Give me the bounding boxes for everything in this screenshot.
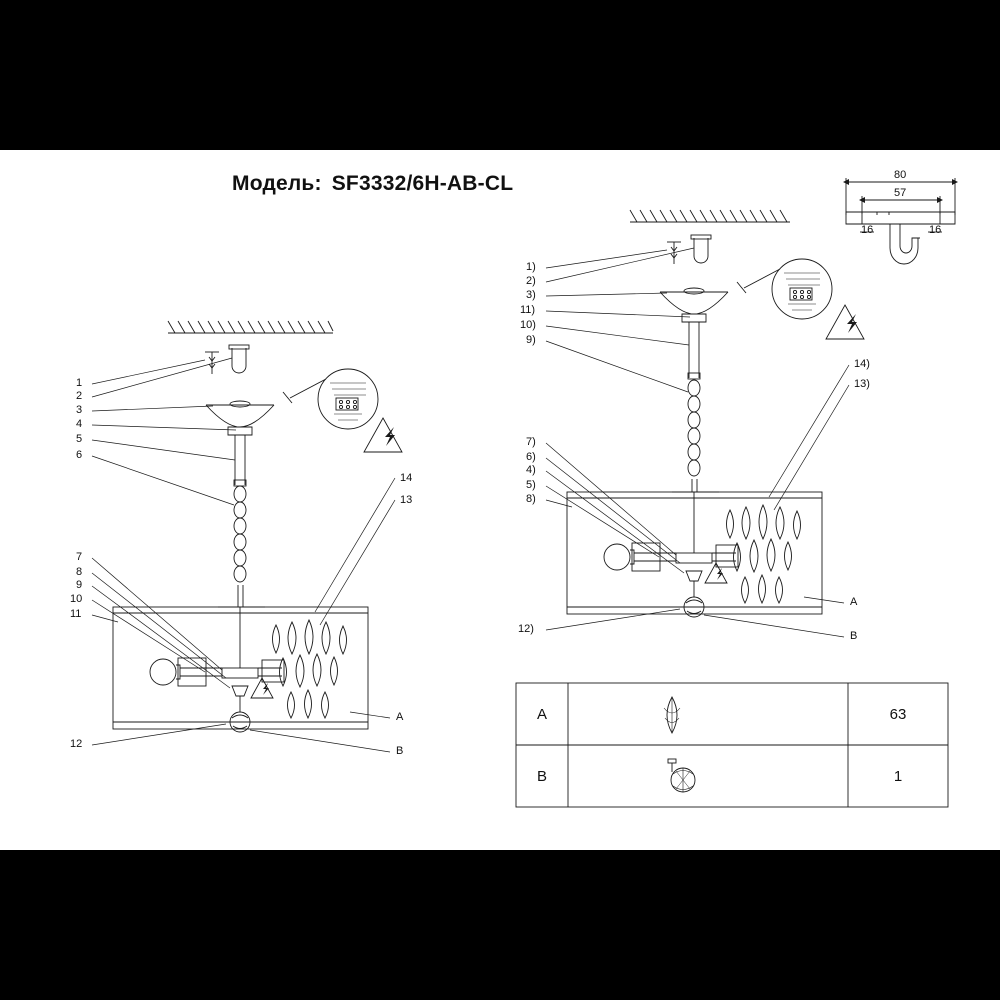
- callout-right-14: 14): [854, 358, 870, 370]
- callout-left-7: 7: [76, 551, 83, 563]
- right-wiring-detail-magnifier: [737, 259, 832, 319]
- callout-left-2: 2: [76, 390, 83, 402]
- callout-left-3: 3: [76, 404, 83, 416]
- callout-right-8: 8): [526, 493, 536, 505]
- bracket-dim-inner: 57: [894, 187, 907, 199]
- callout-right-6: 6): [526, 451, 536, 463]
- callout-left-6: 6: [76, 449, 83, 461]
- right-canopy: [660, 288, 728, 322]
- callout-left-b: B: [396, 745, 404, 757]
- parts-table-icon-b: [668, 759, 695, 792]
- parts-row-qty-b: 1: [893, 768, 903, 785]
- callout-left-9: 9: [76, 579, 83, 591]
- callout-right-12: 12): [518, 623, 534, 635]
- parts-row-code-a: A: [536, 706, 547, 723]
- callout-left-4: 4: [76, 418, 83, 430]
- callout-right-9: 9): [526, 334, 536, 346]
- callout-left-a: A: [396, 711, 404, 723]
- left-wiring-detail-magnifier: [283, 369, 378, 429]
- right-lamp-assembly: [604, 492, 738, 617]
- callout-right-b: B: [850, 630, 858, 642]
- left-canopy: [206, 401, 274, 435]
- right-ceiling-hatch: [630, 210, 790, 222]
- model-value: SF3332/6H-AB-CL: [331, 172, 514, 195]
- callout-left-11: 11: [70, 608, 82, 620]
- left-warning-triangle: [364, 418, 402, 452]
- right-chain: [688, 380, 700, 492]
- right-warning-triangle: [826, 305, 864, 339]
- callout-left-8: 8: [76, 566, 83, 578]
- callout-right-3: 3): [526, 289, 536, 301]
- callout-right-5: 5): [526, 479, 536, 491]
- callout-right-10: 10): [520, 319, 536, 331]
- bracket-dim-overall: 80: [894, 169, 907, 181]
- callout-right-11: 11): [520, 304, 536, 316]
- right-rod: [688, 322, 700, 379]
- bracket-dim-left: 16: [861, 224, 874, 236]
- callout-right-1: 1): [526, 261, 536, 273]
- left-rod: [234, 435, 246, 486]
- model-label: Модель:: [232, 172, 322, 195]
- parts-table-grid: [516, 683, 948, 807]
- parts-table-icon-a: [664, 697, 680, 733]
- left-leader-lines: [92, 358, 395, 752]
- left-ceiling-hatch: [168, 321, 333, 333]
- callout-left-1: 1: [76, 377, 83, 389]
- callout-left-13: 13: [400, 494, 413, 506]
- bracket-dim-right: 16: [929, 224, 942, 236]
- callout-right-a: A: [850, 596, 858, 608]
- left-chain: [234, 486, 246, 607]
- parts-row-code-b: B: [536, 768, 547, 785]
- parts-row-qty-a: 63: [889, 706, 907, 723]
- callout-left-5: 5: [76, 433, 83, 445]
- callout-left-10: 10: [70, 593, 83, 605]
- left-lamp-assembly: [150, 607, 284, 732]
- callout-right-7: 7): [526, 436, 536, 448]
- callout-left-14: 14: [400, 472, 413, 484]
- callout-right-13: 13): [854, 378, 870, 390]
- callout-right-4: 4): [526, 464, 536, 476]
- callout-left-12: 12: [70, 738, 83, 750]
- callout-right-2: 2): [526, 275, 536, 287]
